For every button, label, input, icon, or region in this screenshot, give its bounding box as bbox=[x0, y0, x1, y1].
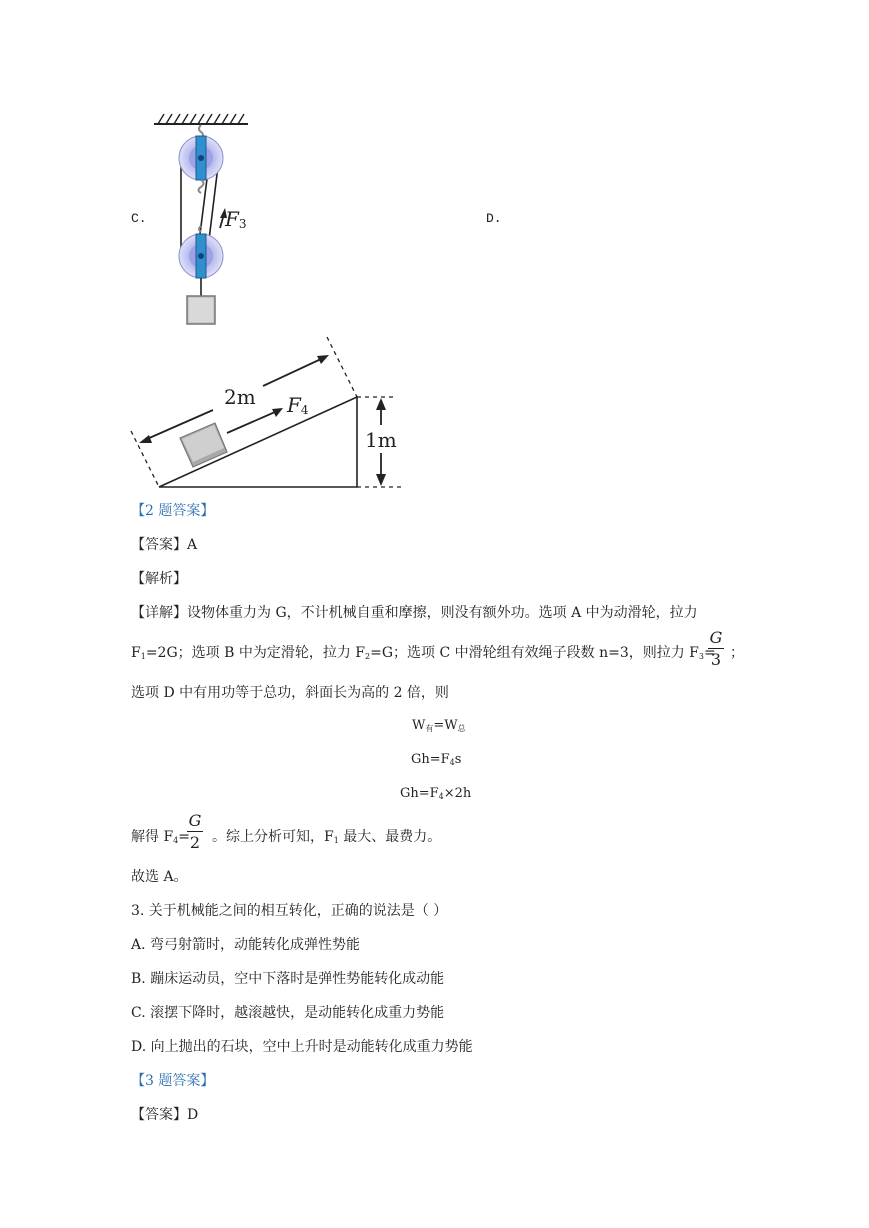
q2-analysis-label: 【解析】 bbox=[131, 571, 187, 587]
q3-answer-header: 【3 题答案】 bbox=[131, 1073, 215, 1089]
q2-answer-header: 【2 题答案】 bbox=[131, 503, 215, 519]
force-label-f3: $F_3$ bbox=[225, 207, 247, 231]
incline-figure bbox=[125, 335, 415, 495]
q2-detail-line2: $F_1=2G$；选项 B 中为定滑轮，拉力 $F_2=G$；选项 C 中滑轮组有效绳子段数 n=3，则拉力 $F_3=$ bbox=[131, 645, 716, 661]
movable-pulley bbox=[179, 234, 223, 278]
height-label: 1m bbox=[365, 428, 397, 452]
ceiling-hatch bbox=[154, 114, 248, 124]
equation-2: $Gh=F_4s$ bbox=[411, 752, 462, 767]
q2-detail-line3: 选项 D 中有用功等于总功，斜面长为高的 2 倍，则 bbox=[131, 685, 449, 701]
fraction-g-over-2: G 2 bbox=[188, 811, 202, 852]
q2-conclusion: 故选 A。 bbox=[131, 869, 188, 885]
force-arrow-f4 bbox=[227, 408, 283, 433]
weight-block bbox=[187, 296, 215, 324]
q3-option-a: A. 弯弓射箭时，动能转化成弹性势能 bbox=[131, 937, 361, 953]
q3-option-d: D. 向上抛出的石块，空中上升时是动能转化成重力势能 bbox=[131, 1039, 473, 1055]
pulley-system-figure bbox=[150, 108, 270, 330]
q3-question: 3. 关于机械能之间的相互转化，正确的说法是（ ） bbox=[131, 903, 448, 919]
q2-detail-line1: 【详解】设物体重力为 G，不计机械自重和摩擦，则没有额外功。选项 A 中为动滑轮，拉力 bbox=[131, 605, 698, 621]
q2-answer: 【答案】A bbox=[131, 537, 198, 553]
force-label-f4: $F_4$ bbox=[287, 393, 309, 417]
q3-option-b: B. 蹦床运动员，空中下落时是弹性势能转化成动能 bbox=[131, 971, 445, 987]
option-d-label: D. bbox=[486, 211, 502, 226]
fixed-pulley bbox=[179, 136, 223, 180]
q3-option-c: C. 滚摆下降时，越滚越快，是动能转化成重力势能 bbox=[131, 1005, 445, 1021]
equation-1: $W_有=W_总$ bbox=[412, 718, 466, 733]
q2-solve-line: 解得 $F_4=$ 。综上分析可知，$F_1$ 最大、最费力。 bbox=[131, 829, 442, 845]
slope-length-label: 2m bbox=[224, 385, 256, 409]
equation-3: $Gh=F_4\times 2h$ bbox=[400, 786, 472, 801]
fraction-g-over-3: G 3 bbox=[709, 628, 723, 669]
semicolon: ； bbox=[730, 645, 744, 661]
option-c-label: C. bbox=[131, 211, 147, 226]
q3-answer: 【答案】D bbox=[131, 1107, 199, 1123]
block-on-incline bbox=[180, 423, 227, 467]
